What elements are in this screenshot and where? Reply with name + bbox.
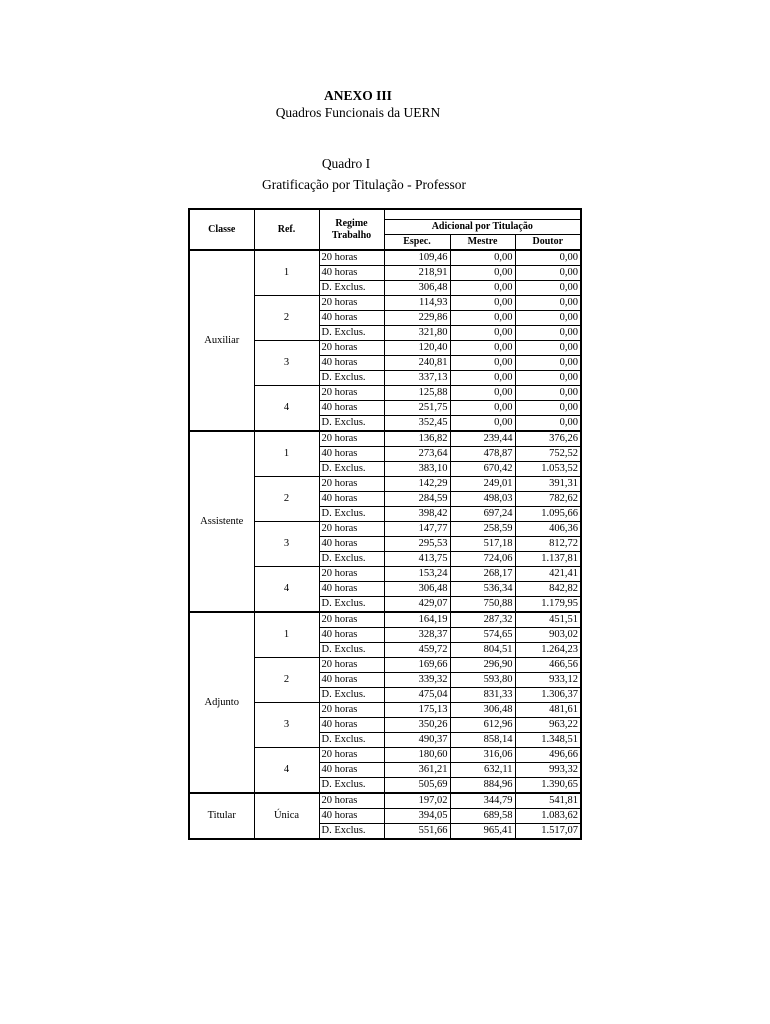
header-ref: Ref. (254, 209, 319, 250)
doutor-cell: 481,61 (515, 703, 581, 718)
regime-cell: 40 horas (319, 311, 384, 326)
mestre-cell: 478,87 (450, 447, 515, 462)
classe-cell: Titular (189, 793, 254, 839)
quadro-subtitle: Gratificação por Titulação - Professor (262, 177, 466, 192)
annex-subtitle: Quadros Funcionais da UERN (275, 105, 441, 120)
regime-cell: 40 horas (319, 447, 384, 462)
regime-cell: D. Exclus. (319, 597, 384, 613)
ref-cell: 4 (254, 567, 319, 613)
doutor-cell: 0,00 (515, 356, 581, 371)
mestre-cell: 316,06 (450, 748, 515, 763)
doutor-cell: 0,00 (515, 266, 581, 281)
doutor-cell: 0,00 (515, 311, 581, 326)
mestre-cell: 517,18 (450, 537, 515, 552)
espec-cell: 109,46 (384, 250, 450, 266)
header-blank (384, 209, 581, 220)
mestre-cell: 0,00 (450, 386, 515, 401)
doutor-cell: 451,51 (515, 612, 581, 628)
espec-cell: 413,75 (384, 552, 450, 567)
regime-cell: 40 horas (319, 809, 384, 824)
header-regime (319, 209, 384, 250)
regime-cell: 40 horas (319, 763, 384, 778)
ref-cell: 2 (254, 296, 319, 341)
doutor-cell: 421,41 (515, 567, 581, 582)
mestre-cell: 0,00 (450, 250, 515, 266)
doutor-cell: 1.390,65 (515, 778, 581, 794)
regime-cell: 20 horas (319, 793, 384, 809)
doutor-cell: 0,00 (515, 401, 581, 416)
doutor-cell: 782,62 (515, 492, 581, 507)
mestre-cell: 612,96 (450, 718, 515, 733)
espec-cell: 125,88 (384, 386, 450, 401)
classe-cell: Auxiliar (189, 250, 254, 431)
doutor-cell: 752,52 (515, 447, 581, 462)
espec-cell: 180,60 (384, 748, 450, 763)
doutor-cell: 1.095,66 (515, 507, 581, 522)
ref-cell: 2 (254, 477, 319, 522)
doutor-cell: 1.179,95 (515, 597, 581, 613)
doutor-cell: 963,22 (515, 718, 581, 733)
mestre-cell: 498,03 (450, 492, 515, 507)
mestre-cell: 0,00 (450, 281, 515, 296)
mestre-cell: 574,65 (450, 628, 515, 643)
mestre-cell: 804,51 (450, 643, 515, 658)
ref-cell: 2 (254, 658, 319, 703)
mestre-cell: 689,58 (450, 809, 515, 824)
classe-cell: Assistente (189, 431, 254, 612)
ref-cell: 4 (254, 386, 319, 432)
espec-cell: 295,53 (384, 537, 450, 552)
mestre-cell: 0,00 (450, 341, 515, 356)
espec-cell: 361,21 (384, 763, 450, 778)
regime-cell: 40 horas (319, 582, 384, 597)
espec-cell: 551,66 (384, 824, 450, 840)
espec-cell: 114,93 (384, 296, 450, 311)
table-row (189, 612, 581, 628)
regime-cell: 20 horas (319, 386, 384, 401)
regime-cell: D. Exclus. (319, 416, 384, 432)
espec-cell: 350,26 (384, 718, 450, 733)
ref-cell: Única (254, 793, 319, 839)
doutor-cell: 903,02 (515, 628, 581, 643)
regime-cell: 20 horas (319, 748, 384, 763)
doutor-cell: 541,81 (515, 793, 581, 809)
regime-cell: 40 horas (319, 628, 384, 643)
ref-cell: 3 (254, 341, 319, 386)
doutor-cell: 1.083,62 (515, 809, 581, 824)
espec-cell: 328,37 (384, 628, 450, 643)
espec-cell: 429,07 (384, 597, 450, 613)
gratification-table-container (188, 208, 580, 843)
regime-cell: D. Exclus. (319, 688, 384, 703)
table-row (189, 793, 581, 809)
mestre-cell: 593,80 (450, 673, 515, 688)
header-classe: Classe (189, 209, 254, 250)
regime-cell: 20 horas (319, 658, 384, 673)
mestre-cell: 239,44 (450, 431, 515, 447)
doutor-cell: 0,00 (515, 386, 581, 401)
regime-cell: 20 horas (319, 341, 384, 356)
mestre-cell: 0,00 (450, 296, 515, 311)
ref-cell: 1 (254, 250, 319, 296)
regime-cell: 40 horas (319, 401, 384, 416)
espec-cell: 306,48 (384, 281, 450, 296)
espec-cell: 306,48 (384, 582, 450, 597)
mestre-cell: 632,11 (450, 763, 515, 778)
doutor-cell: 0,00 (515, 341, 581, 356)
doutor-cell: 1.137,81 (515, 552, 581, 567)
espec-cell: 490,37 (384, 733, 450, 748)
regime-cell: D. Exclus. (319, 281, 384, 296)
doutor-cell: 406,36 (515, 522, 581, 537)
doutor-cell: 1.517,07 (515, 824, 581, 840)
mestre-cell: 750,88 (450, 597, 515, 613)
espec-cell: 136,82 (384, 431, 450, 447)
espec-cell: 321,80 (384, 326, 450, 341)
mestre-cell: 884,96 (450, 778, 515, 794)
ref-cell: 4 (254, 748, 319, 794)
espec-cell: 398,42 (384, 507, 450, 522)
annex-title: ANEXO III (324, 88, 392, 103)
mestre-cell: 344,79 (450, 793, 515, 809)
mestre-cell: 249,01 (450, 477, 515, 492)
ref-cell: 1 (254, 612, 319, 658)
regime-cell: 20 horas (319, 567, 384, 582)
table-row (189, 250, 581, 266)
mestre-cell: 296,90 (450, 658, 515, 673)
doutor-cell: 0,00 (515, 250, 581, 266)
regime-cell: 20 horas (319, 612, 384, 628)
regime-cell: 20 horas (319, 522, 384, 537)
mestre-cell: 0,00 (450, 401, 515, 416)
doutor-cell: 1.348,51 (515, 733, 581, 748)
regime-cell: D. Exclus. (319, 371, 384, 386)
regime-cell: 20 horas (319, 250, 384, 266)
regime-cell: 40 horas (319, 492, 384, 507)
table-body (189, 250, 581, 839)
espec-cell: 273,64 (384, 447, 450, 462)
regime-cell: 20 horas (319, 296, 384, 311)
espec-cell: 505,69 (384, 778, 450, 794)
header-espec: Espec. (384, 235, 450, 251)
header-mestre: Mestre (450, 235, 515, 251)
doutor-cell: 1.053,52 (515, 462, 581, 477)
ref-cell: 3 (254, 522, 319, 567)
table-row (189, 431, 581, 447)
mestre-cell: 306,48 (450, 703, 515, 718)
regime-cell: 20 horas (319, 477, 384, 492)
mestre-cell: 0,00 (450, 416, 515, 432)
doutor-cell: 0,00 (515, 416, 581, 432)
espec-cell: 339,32 (384, 673, 450, 688)
regime-cell: D. Exclus. (319, 778, 384, 794)
doutor-cell: 376,26 (515, 431, 581, 447)
header-doutor: Doutor (515, 235, 581, 251)
doutor-cell: 0,00 (515, 281, 581, 296)
espec-cell: 284,59 (384, 492, 450, 507)
regime-cell: 20 horas (319, 431, 384, 447)
espec-cell: 394,05 (384, 809, 450, 824)
doutor-cell: 0,00 (515, 296, 581, 311)
espec-cell: 147,77 (384, 522, 450, 537)
espec-cell: 218,91 (384, 266, 450, 281)
doutor-cell: 0,00 (515, 326, 581, 341)
gratification-table (188, 208, 582, 840)
mestre-cell: 965,41 (450, 824, 515, 840)
mestre-cell: 268,17 (450, 567, 515, 582)
mestre-cell: 536,34 (450, 582, 515, 597)
mestre-cell: 287,32 (450, 612, 515, 628)
espec-cell: 240,81 (384, 356, 450, 371)
espec-cell: 169,66 (384, 658, 450, 673)
header-regime-label: Regime Trabalho (331, 217, 372, 241)
doutor-cell: 496,66 (515, 748, 581, 763)
mestre-cell: 858,14 (450, 733, 515, 748)
regime-cell: 40 horas (319, 673, 384, 688)
ref-cell: 1 (254, 431, 319, 477)
espec-cell: 352,45 (384, 416, 450, 432)
mestre-cell: 697,24 (450, 507, 515, 522)
regime-cell: 40 horas (319, 537, 384, 552)
regime-cell: D. Exclus. (319, 733, 384, 748)
regime-cell: D. Exclus. (319, 552, 384, 567)
espec-cell: 383,10 (384, 462, 450, 477)
mestre-cell: 724,06 (450, 552, 515, 567)
espec-cell: 153,24 (384, 567, 450, 582)
mestre-cell: 831,33 (450, 688, 515, 703)
regime-cell: 40 horas (319, 266, 384, 281)
regime-cell: D. Exclus. (319, 326, 384, 341)
regime-cell: D. Exclus. (319, 507, 384, 522)
ref-cell: 3 (254, 703, 319, 748)
doutor-cell: 0,00 (515, 371, 581, 386)
mestre-cell: 0,00 (450, 356, 515, 371)
classe-cell: Adjunto (189, 612, 254, 793)
doutor-cell: 466,56 (515, 658, 581, 673)
regime-cell: D. Exclus. (319, 824, 384, 840)
doutor-cell: 993,32 (515, 763, 581, 778)
mestre-cell: 0,00 (450, 326, 515, 341)
espec-cell: 459,72 (384, 643, 450, 658)
doutor-cell: 391,31 (515, 477, 581, 492)
table-header (189, 209, 581, 250)
doutor-cell: 1.264,23 (515, 643, 581, 658)
mestre-cell: 0,00 (450, 266, 515, 281)
header-adicional: Adicional por Titulação (384, 220, 581, 235)
espec-cell: 120,40 (384, 341, 450, 356)
mestre-cell: 0,00 (450, 311, 515, 326)
espec-cell: 229,86 (384, 311, 450, 326)
regime-cell: D. Exclus. (319, 643, 384, 658)
doutor-cell: 1.306,37 (515, 688, 581, 703)
mestre-cell: 670,42 (450, 462, 515, 477)
mestre-cell: 0,00 (450, 371, 515, 386)
regime-cell: D. Exclus. (319, 462, 384, 477)
regime-cell: 40 horas (319, 718, 384, 733)
espec-cell: 164,19 (384, 612, 450, 628)
mestre-cell: 258,59 (450, 522, 515, 537)
espec-cell: 475,04 (384, 688, 450, 703)
quadro-title: Quadro I (321, 156, 371, 171)
doutor-cell: 812,72 (515, 537, 581, 552)
espec-cell: 251,75 (384, 401, 450, 416)
espec-cell: 337,13 (384, 371, 450, 386)
regime-cell: 20 horas (319, 703, 384, 718)
espec-cell: 142,29 (384, 477, 450, 492)
regime-cell: 40 horas (319, 356, 384, 371)
doutor-cell: 842,82 (515, 582, 581, 597)
doutor-cell: 933,12 (515, 673, 581, 688)
espec-cell: 197,02 (384, 793, 450, 809)
espec-cell: 175,13 (384, 703, 450, 718)
